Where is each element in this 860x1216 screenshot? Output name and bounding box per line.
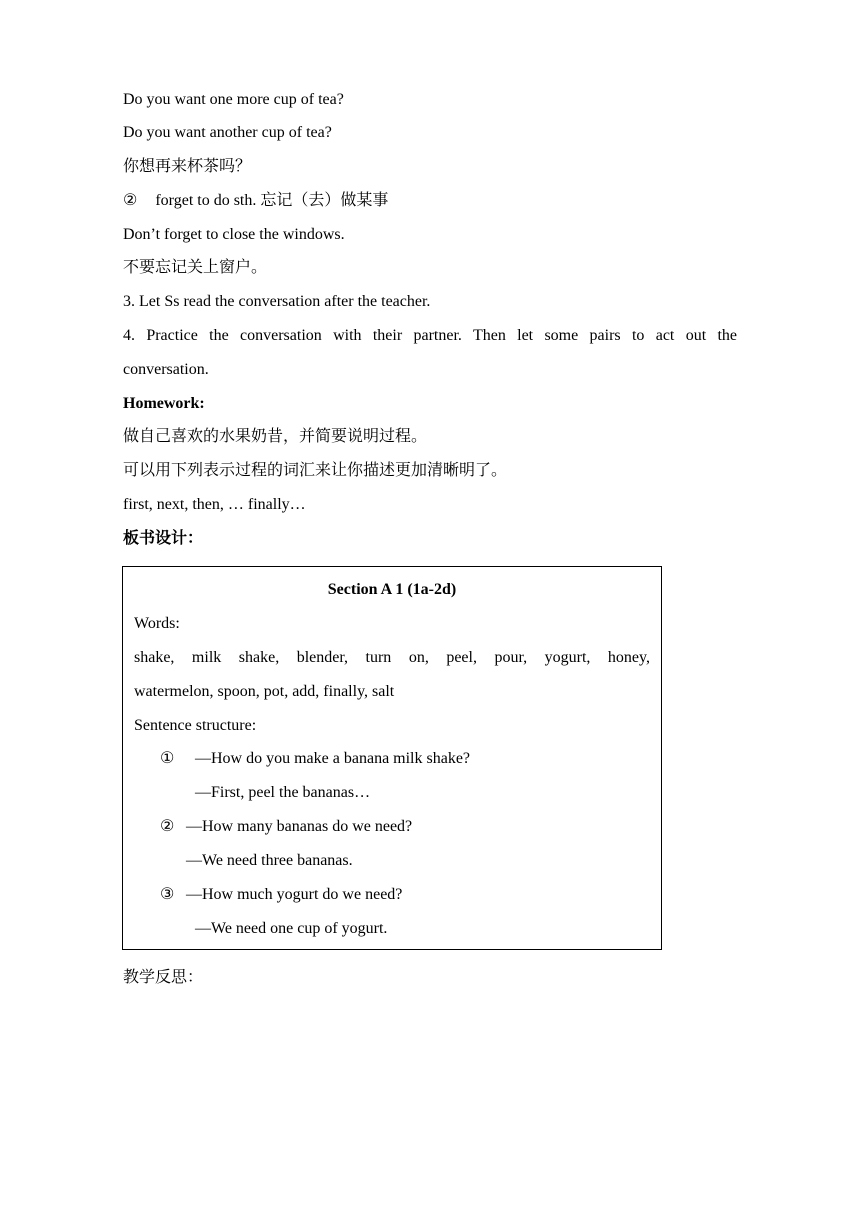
board-design-heading: 板书设计： bbox=[123, 530, 204, 547]
words-list: watermelon, spoon, pot, add, finally, salt bbox=[134, 683, 395, 700]
text-line: Don’t forget to close the windows. bbox=[123, 226, 345, 243]
circled-number: ② bbox=[160, 818, 175, 835]
text-line: 4. Practice the conversation with their partner. Then let some pairs to act out the bbox=[123, 327, 737, 344]
text-line: 可以用下列表示过程的词汇来让你描述更加清晰明了。 bbox=[123, 462, 508, 479]
sentence-answer: —We need three bananas. bbox=[186, 852, 353, 869]
board-design-box bbox=[122, 566, 662, 950]
circled-number: ③ bbox=[160, 886, 175, 903]
sentence-question: —How do you make a banana milk shake? bbox=[195, 750, 471, 767]
text-line: conversation. bbox=[123, 361, 209, 378]
words-list: shake, milk shake, blender, turn on, peel, pour, yogurt, honey, bbox=[134, 649, 650, 666]
circled-number: ① bbox=[160, 750, 175, 767]
words-label: Words: bbox=[134, 615, 180, 632]
text-line: first, next, then, … finally… bbox=[123, 496, 306, 513]
text-line: Do you want one more cup of tea? bbox=[123, 91, 344, 108]
text-line: Do you want another cup of tea? bbox=[123, 124, 332, 141]
text-line: 3. Let Ss read the conversation after the teacher. bbox=[123, 293, 431, 310]
structure-label: Sentence structure: bbox=[134, 717, 257, 734]
text-line: 做自己喜欢的水果奶昔，并简要说明过程。 bbox=[123, 428, 428, 445]
sentence-answer: —We need one cup of yogurt. bbox=[195, 920, 388, 937]
circled-number: ② bbox=[123, 192, 138, 209]
board-title: Section A 1 (1a-2d) bbox=[327, 581, 457, 598]
reflection-heading: 教学反思： bbox=[123, 969, 204, 986]
sentence-question: —How many bananas do we need? bbox=[186, 818, 413, 835]
text-line bbox=[123, 191, 388, 211]
text-line: 不要忘记关上窗户。 bbox=[123, 259, 268, 276]
phrase-text: forget to do sth. 忘记（去）做某事 bbox=[155, 192, 389, 209]
sentence-question: —How much yogurt do we need? bbox=[186, 886, 403, 903]
sentence-answer: —First, peel the bananas… bbox=[195, 784, 371, 801]
text-line: 你想再来杯茶吗？ bbox=[123, 158, 252, 175]
homework-heading: Homework: bbox=[123, 395, 205, 412]
